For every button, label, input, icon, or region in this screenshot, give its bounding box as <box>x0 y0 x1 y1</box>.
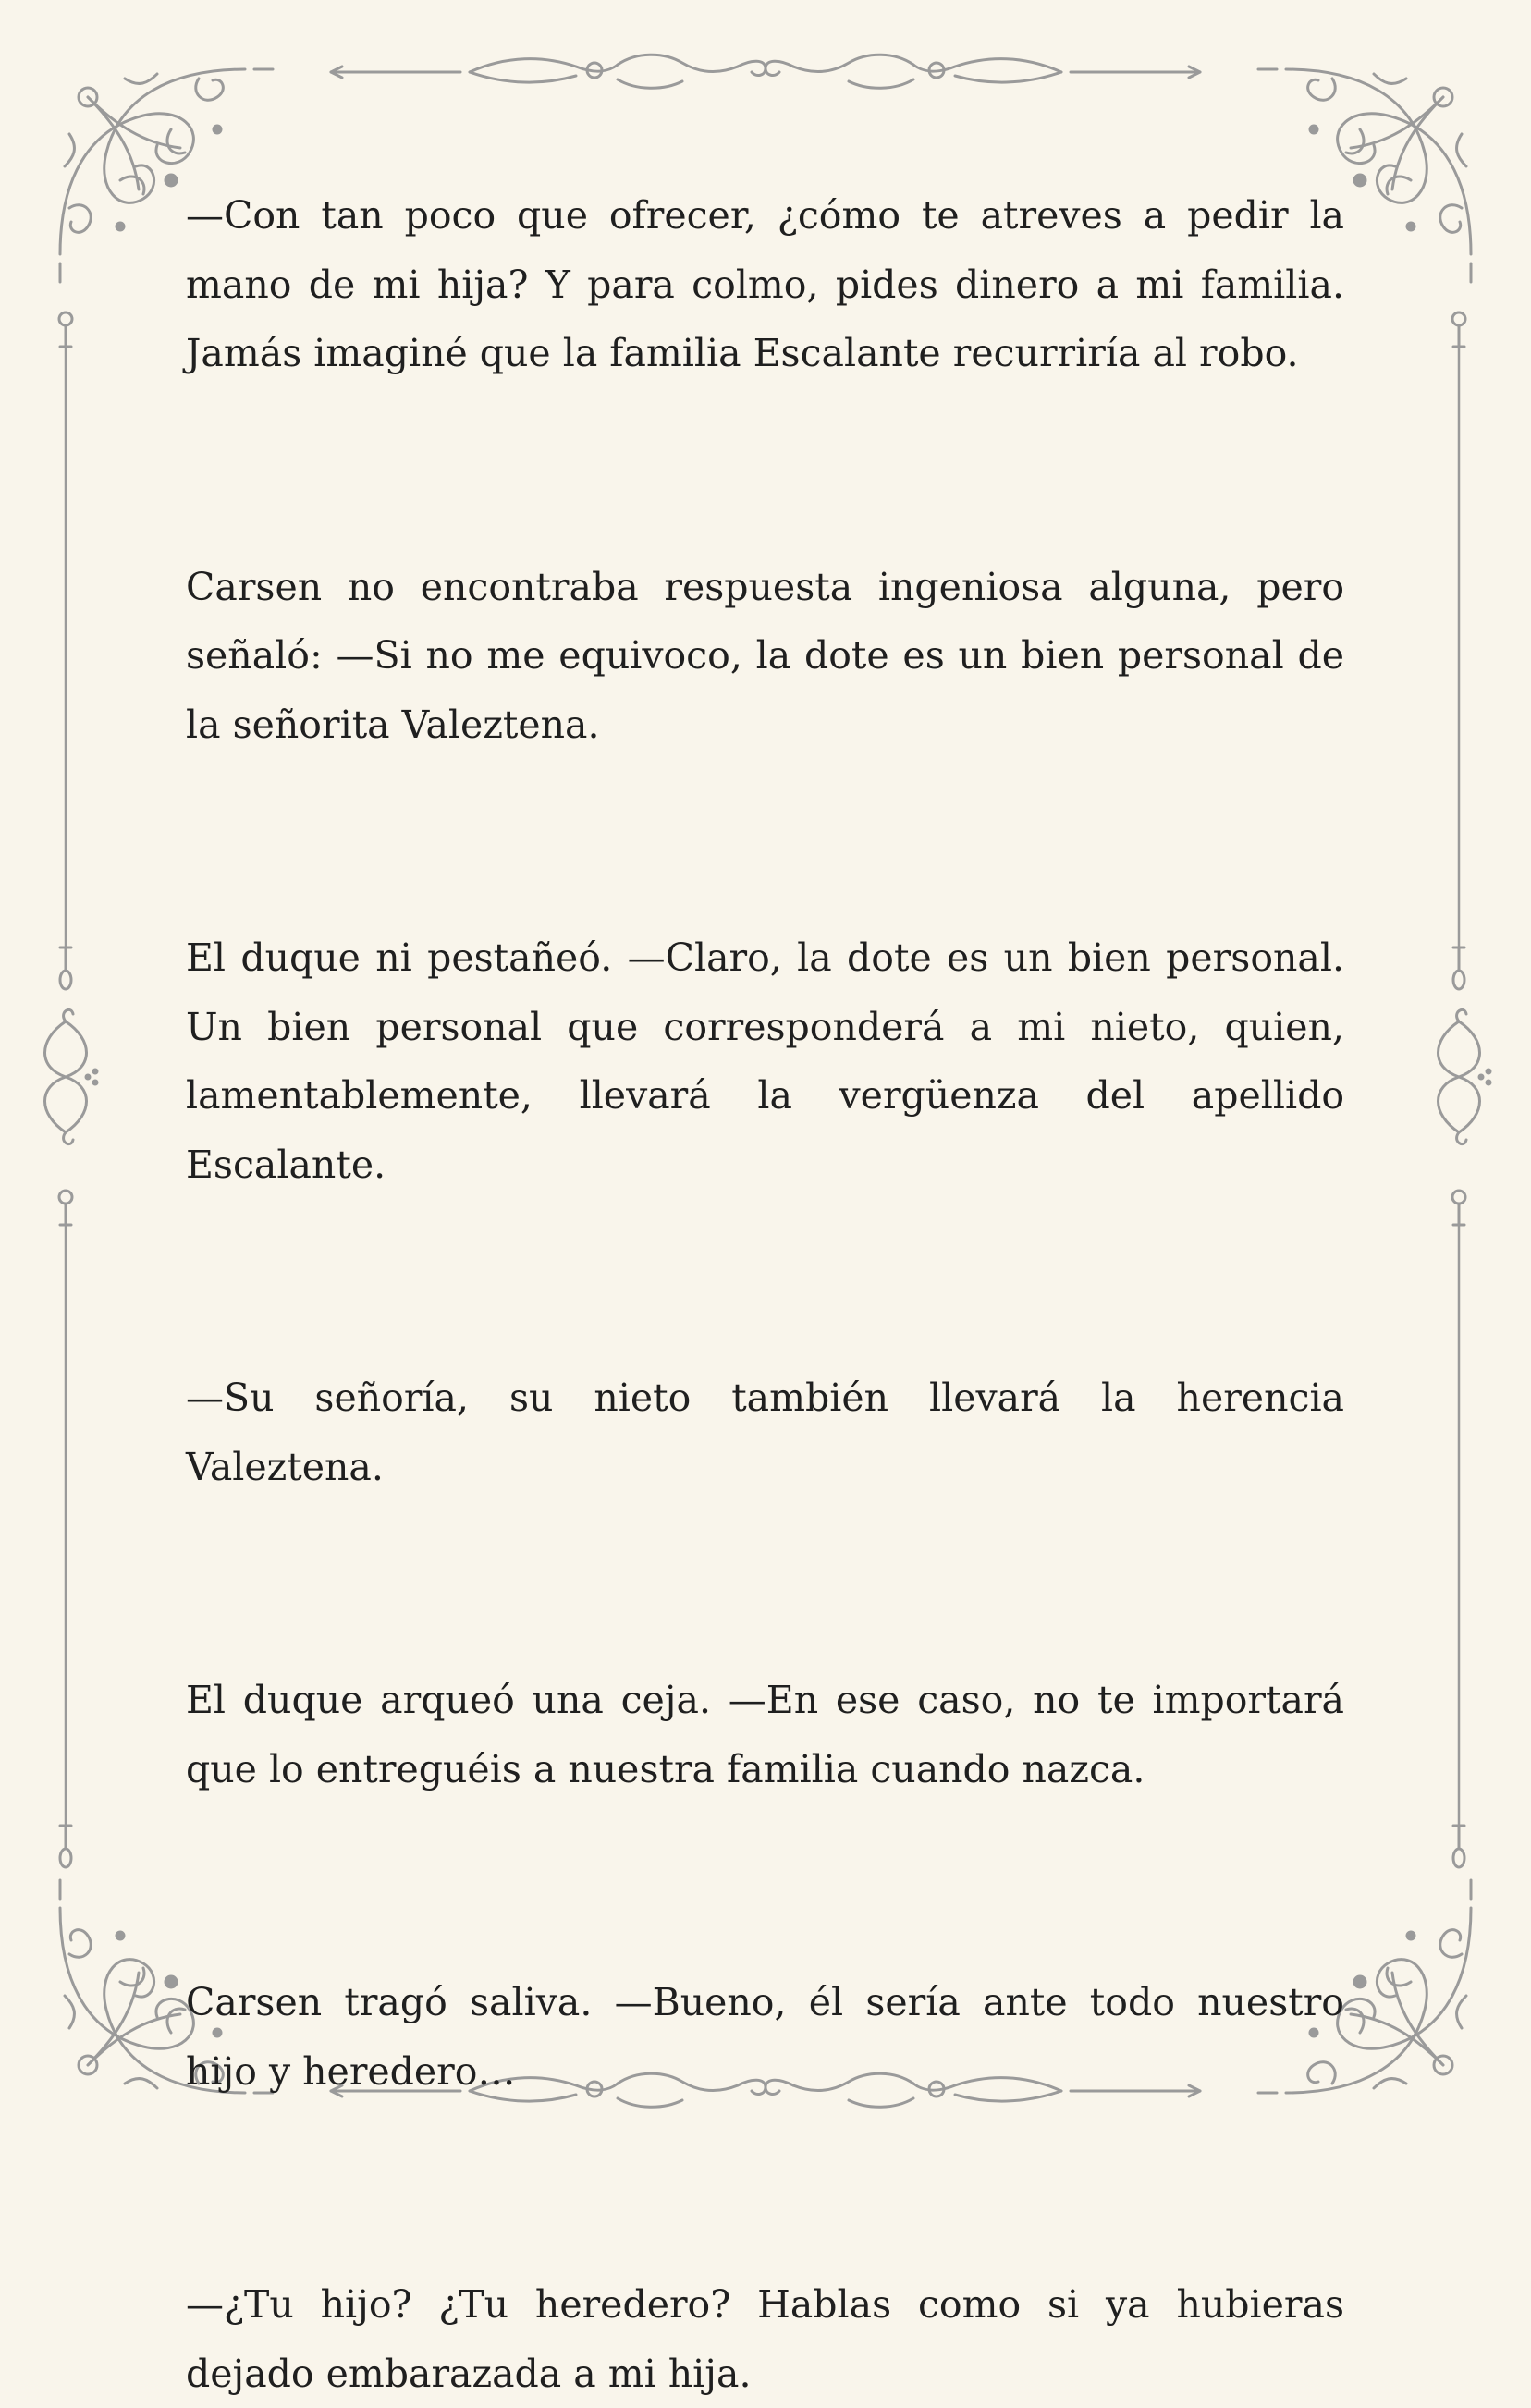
right-knot-ornament <box>1439 1009 1491 1143</box>
left-rule-upper <box>59 312 72 989</box>
paragraph-2: Carsen no encontraba respuesta ingeniosa alguna, pero señaló: —Si no me equivoco, la dote es un bien personal de la señorita Valeztena. <box>186 564 1344 747</box>
story-text <box>186 181 1344 2408</box>
paragraph-6: Carsen tragó saliva. —Bueno, él sería ante todo nuestro hijo y heredero… <box>186 1980 1344 2094</box>
right-rule-lower <box>1452 1191 1465 1867</box>
paragraph-1: —Con tan poco que ofrecer, ¿cómo te atreves a pedir la mano de mi hija? Y para colmo, pides dinero a mi familia. Jamás imaginé que la familia Escalante recurriría al robo. <box>186 193 1344 375</box>
paragraph-4: —Su señoría, su nieto también llevará la herencia Valeztena. <box>186 1375 1344 1489</box>
paragraph-7: —¿Tu hijo? ¿Tu heredero? Hablas como si ya hubieras dejado embarazada a mi hija. <box>186 2282 1344 2396</box>
left-knot-ornament <box>45 1009 98 1143</box>
right-rule-upper <box>1452 312 1465 989</box>
top-flourish <box>331 55 1200 88</box>
paragraph-3: El duque ni pestañeó. —Claro, la dote es un bien personal. Un bien personal que corresponderá a mi nieto, quien, lamentablemente, llevará la vergüenza del apellido Escalante. <box>186 935 1344 1187</box>
paragraph-5: El duque arqueó una ceja. —En ese caso, no te importará que lo entreguéis a nuestra familia cuando nazca. <box>186 1678 1344 1791</box>
left-rule-lower <box>59 1191 72 1867</box>
